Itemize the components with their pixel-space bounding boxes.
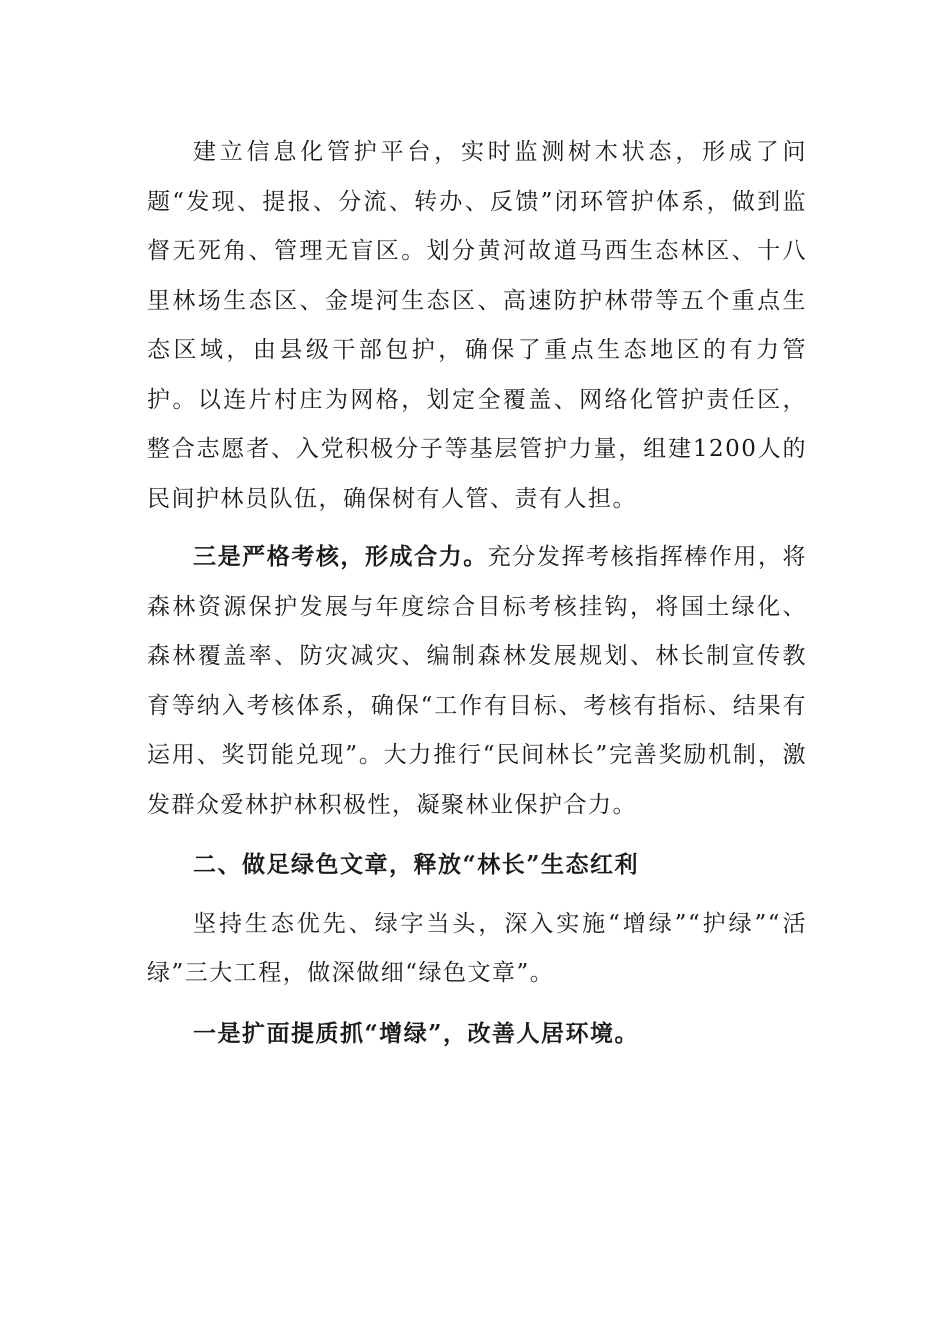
paragraph-platform: 建立信息化管护平台，实时监测树木状态，形成了问题“发现、提报、分流、转办、反馈”闭环管护体系，做到监督无死角、管理无盲区。划分黄河故道马西生态林区、十八里林场生态区、金堤河生态区、高速防护林带等五个重点生态区域，由县级干部包护，确保了重点生态地区的有力管护。以连片村庄为网格，划定全覆盖、网络化管护责任区，整合志愿者、入党积极分子等基层管护力量，组建1200人的民间护林员队伍，确保树有人管、责有人担。 — [147, 139, 807, 512]
paragraph-assessment — [147, 532, 807, 830]
paragraph-green-intro: 坚持生态优先、绿字当头，深入实施“增绿”“护绿”“活绿”三大工程，做深做细“绿色文章”。 — [147, 910, 807, 986]
section-heading-green: 二、做足绿色文章，释放“林长”生态红利 — [193, 851, 639, 878]
paragraph-lead-add-green: 一是扩面提质抓“增绿”，改善人居环境。 — [193, 1019, 639, 1047]
paragraph-lead-assessment: 三是严格考核，形成合力。 — [193, 543, 488, 570]
document-page — [147, 128, 807, 1058]
paragraph-body-assessment: 充分发挥考核指挥棒作用，将森林资源保护发展与年度综合目标考核挂钩，将国土绿化、森林覆盖率、防灾减灾、编制森林发展规划、林长制宣传教育等纳入考核体系，确保“工作有目标、考核有指标、结果有运用、奖罚能兑现”。大力推行“民间林长”完善奖励机制，激发群众爱林护林积极性，凝聚林业保护合力。 — [147, 544, 807, 818]
